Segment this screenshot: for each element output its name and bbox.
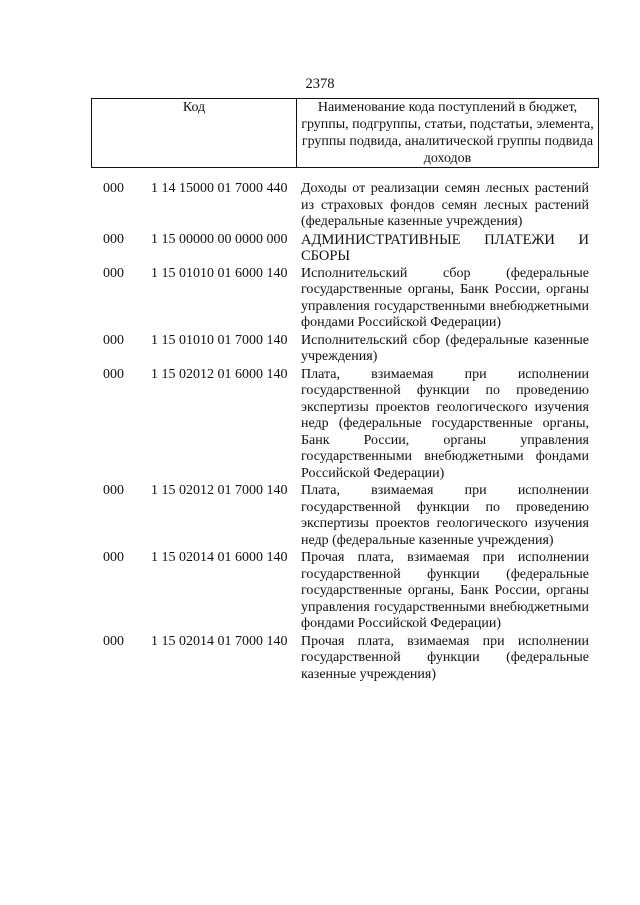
revenue-code: 1 15 02012 01 7000 140 — [151, 483, 288, 498]
table-row — [0, 483, 640, 549]
revenue-code: 1 15 00000 00 0000 000 — [151, 231, 288, 247]
revenue-code: 1 14 15000 01 7000 440 — [151, 181, 288, 196]
revenue-name: Плата, взимаемая при исполнении государственной функции по проведению экспертизы проектов геологического изучения недр (федеральные государственные органы, Банк России, органы управления государственными внебюджетными фондами Российской Федерации) — [301, 366, 589, 481]
revenue-code: 1 15 02012 01 6000 140 — [151, 366, 288, 382]
revenue-name: Доходы от реализации семян лесных растений из страховых фондов семян лесных растений (федеральные казенные учреждения) — [301, 181, 589, 229]
admin-code: 000 — [103, 633, 124, 649]
revenue-name: Исполнительский сбор (федеральные государственные органы, Банк России, органы управления государственными внебюджетными фондами Российской Федерации) — [301, 265, 589, 330]
admin-code: 000 — [103, 265, 124, 281]
admin-code: 000 — [103, 332, 124, 348]
table-header — [91, 98, 599, 168]
table-row — [0, 232, 640, 265]
table-row — [0, 634, 640, 684]
revenue-code: 1 15 02014 01 6000 140 — [151, 550, 288, 565]
admin-code: 000 — [103, 550, 124, 565]
admin-code: 000 — [103, 483, 124, 498]
header-name-label: Наименование кода поступлений в бюджет, группы, подгруппы, статьи, подстатьи, элемента, группы подвида, аналитической группы подвида доходов — [301, 100, 594, 166]
admin-code: 000 — [103, 181, 124, 196]
admin-code: 000 — [103, 231, 124, 247]
revenue-code: 1 15 02014 01 7000 140 — [151, 633, 288, 649]
revenue-code: 1 15 01010 01 7000 140 — [151, 332, 288, 348]
table-row — [0, 181, 640, 231]
revenue-name: АДМИНИСТРАТИВНЫЕ ПЛАТЕЖИ И СБОРЫ — [301, 231, 589, 264]
revenue-name: Прочая плата, взимаемая при исполнении государственной функции (федеральные казенные учреждения) — [301, 633, 589, 682]
revenue-code-list — [0, 181, 640, 684]
table-row — [0, 550, 640, 633]
revenue-name: Плата, взимаемая при исполнении государственной функции по проведению экспертизы проектов геологического изучения недр (федеральные казенные учреждения) — [301, 483, 589, 548]
revenue-name: Прочая плата, взимаемая при исполнении государственной функции (федеральные государственные органы, Банк России, органы управления государственными внебюджетными фондами Российской Федерации) — [301, 550, 589, 631]
admin-code: 000 — [103, 366, 124, 382]
page-number: 2378 — [305, 76, 335, 92]
revenue-name: Исполнительский сбор (федеральные казенные учреждения) — [301, 332, 589, 364]
table-row — [0, 367, 640, 483]
table-row — [0, 333, 640, 366]
revenue-code: 1 15 01010 01 6000 140 — [151, 265, 288, 281]
header-code-label: Код — [92, 99, 297, 167]
table-row — [0, 266, 640, 332]
